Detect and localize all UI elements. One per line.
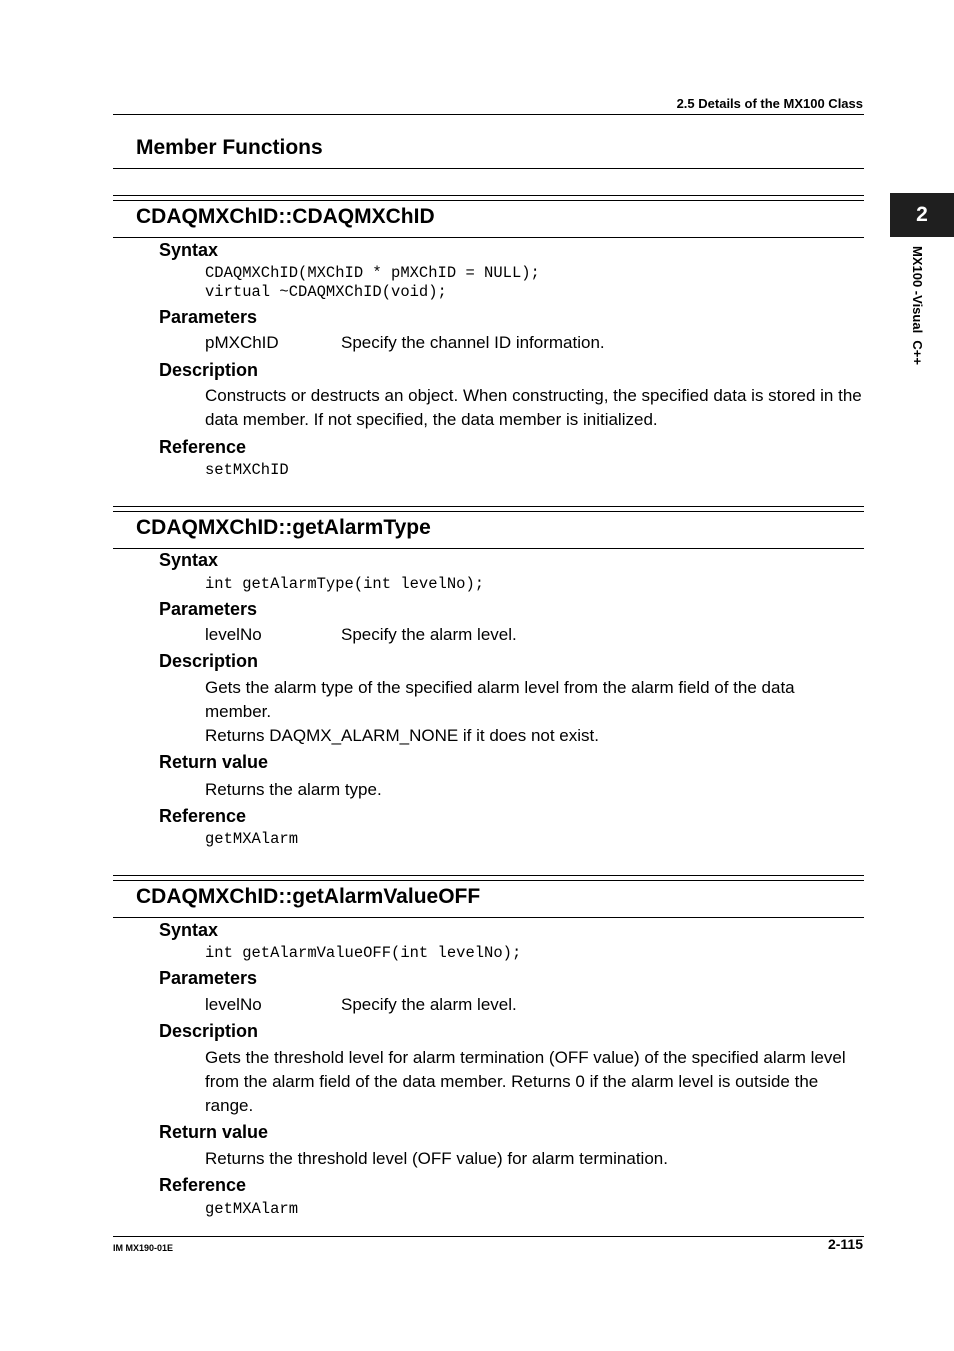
description-label: Description [159, 1021, 259, 1041]
param-description: Specify the channel ID information. [341, 333, 605, 352]
function-rule-top2 [113, 200, 864, 201]
footer-rule [113, 1236, 864, 1237]
param-description: Specify the alarm level. [341, 625, 517, 644]
function-title: CDAQMXChID::CDAQMXChID [136, 205, 435, 228]
function-rule-top [113, 875, 864, 876]
description-text: Gets the alarm type of the specified alarm level from the alarm field of the data member. [205, 678, 795, 721]
reference-code: setMXChID [205, 461, 289, 479]
function-rule-bottom [113, 237, 864, 238]
function-rule-top [113, 195, 864, 196]
parameters-label: Parameters [159, 968, 258, 988]
param-name: pMXChID [205, 333, 279, 352]
description-text: Gets the threshold level for alarm termination (OFF value) of the specified alarm level from the alarm field of the data member. Returns 0 if the alarm level is outside the range. [205, 1048, 846, 1115]
reference-label: Reference [159, 1175, 247, 1195]
description-text: Constructs or destructs an object. When constructing, the specified data is stored in the data member. If not specified, the data member is initialized. [205, 386, 862, 429]
reference-code: getMXAlarm [205, 1200, 299, 1218]
chapter-tab-label: MX100 -Visual C++ [910, 246, 925, 365]
function-rule-top2 [113, 880, 864, 881]
function-title: CDAQMXChID::getAlarmValueOFF [136, 885, 481, 908]
function-rule-top2 [113, 511, 864, 512]
param-name: levelNo [205, 995, 262, 1014]
param-description: Specify the alarm level. [341, 995, 517, 1014]
function-rule-top [113, 506, 864, 507]
page-title: Member Functions [136, 136, 323, 159]
reference-code: getMXAlarm [205, 830, 299, 848]
page-number: 2-115 [827, 1236, 863, 1252]
function-rule-bottom [113, 548, 864, 549]
syntax-label: Syntax [159, 240, 219, 260]
reference-label: Reference [159, 437, 247, 457]
function-title: CDAQMXChID::getAlarmType [136, 516, 431, 539]
syntax-code: int getAlarmValueOFF(int levelNo); [205, 944, 522, 962]
description-label: Description [159, 651, 259, 671]
running-header: 2.5 Details of the MX100 Class [676, 96, 863, 111]
header-rule [113, 114, 864, 115]
syntax-label: Syntax [159, 550, 219, 570]
description-text-2: Returns DAQMX_ALARM_NONE if it does not exist. [205, 726, 599, 745]
parameters-label: Parameters [159, 599, 258, 619]
chapter-number: 2 [916, 203, 928, 226]
syntax-code: int getAlarmType(int levelNo); [205, 575, 485, 593]
reference-label: Reference [159, 806, 247, 826]
return-value-text: Returns the alarm type. [205, 780, 382, 799]
parameters-label: Parameters [159, 307, 258, 327]
title-rule [113, 168, 864, 169]
return-value-text: Returns the threshold level (OFF value) for alarm termination. [205, 1149, 668, 1168]
syntax-label: Syntax [159, 920, 219, 940]
description-label: Description [159, 360, 259, 380]
document-id: IM MX190-01E [113, 1243, 174, 1253]
return-value-label: Return value [159, 1122, 269, 1142]
param-name: levelNo [205, 625, 262, 644]
return-value-label: Return value [159, 752, 269, 772]
function-rule-bottom [113, 917, 864, 918]
syntax-code: CDAQMXChID(MXChID * pMXChID = NULL); virtual ~CDAQMXChID(void); [205, 264, 540, 301]
chapter-tab [890, 193, 954, 237]
